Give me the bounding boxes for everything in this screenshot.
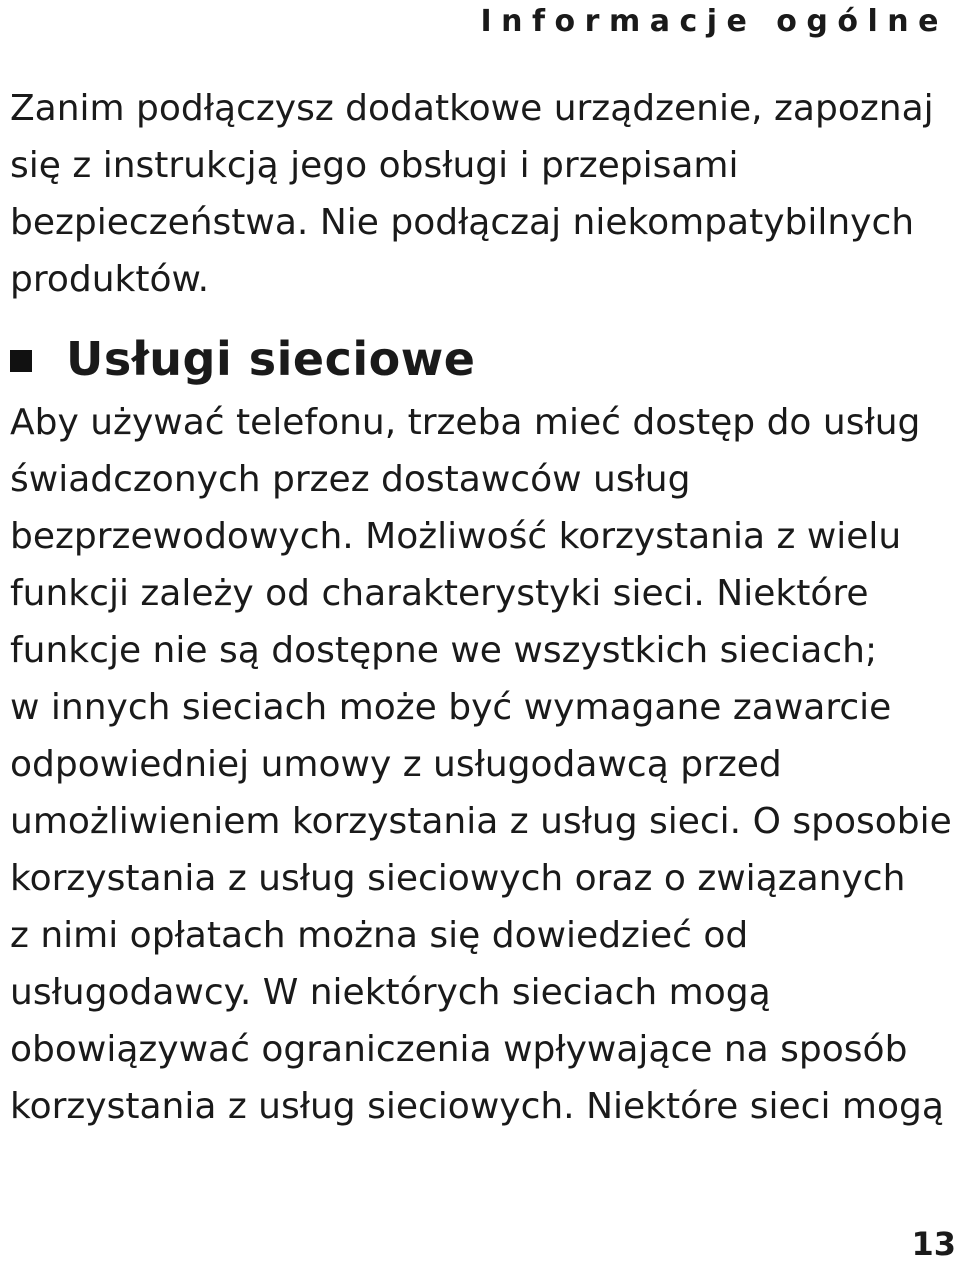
running-header: Informacje ogólne — [480, 4, 948, 39]
section-heading — [10, 330, 955, 388]
page-content — [10, 80, 955, 1135]
text-line: Zanim podłączysz dodatkowe urządzenie, zapoznaj — [10, 88, 934, 129]
text-line: korzystania z usług sieciowych oraz o związanych — [10, 858, 906, 899]
section-heading-text: Usługi sieciowe — [66, 332, 476, 386]
text-line: się z instrukcją jego obsługi i przepisami — [10, 145, 739, 186]
text-line: świadczonych przez dostawców usług — [10, 459, 691, 500]
text-line: korzystania z usług sieciowych. Niektóre sieci mogą — [10, 1086, 944, 1127]
section-paragraph — [10, 394, 955, 1135]
text-line: obowiązywać ograniczenia wpływające na sposób — [10, 1029, 908, 1070]
text-line: z nimi opłatach można się dowiedzieć od — [10, 915, 749, 956]
page-number: 13 — [911, 1225, 956, 1263]
text-line: umożliwieniem korzystania z usług sieci. O sposobie — [10, 801, 952, 842]
intro-paragraph — [10, 80, 955, 308]
text-line: usługodawcy. W niektórych sieciach mogą — [10, 972, 771, 1013]
text-line: funkcji zależy od charakterystyki sieci. Niektóre — [10, 573, 869, 614]
text-line: funkcje nie są dostępne we wszystkich sieciach; — [10, 630, 878, 671]
text-line: bezpieczeństwa. Nie podłączaj niekompatybilnych — [10, 202, 915, 243]
text-line: Aby używać telefonu, trzeba mieć dostęp do usług — [10, 402, 921, 443]
text-line: produktów. — [10, 259, 210, 300]
text-line: w innych sieciach może być wymagane zawarcie — [10, 687, 892, 728]
square-bullet-icon — [10, 350, 32, 372]
text-line: bezprzewodowych. Możliwość korzystania z wielu — [10, 516, 902, 557]
text-line: odpowiedniej umowy z usługodawcą przed — [10, 744, 782, 785]
